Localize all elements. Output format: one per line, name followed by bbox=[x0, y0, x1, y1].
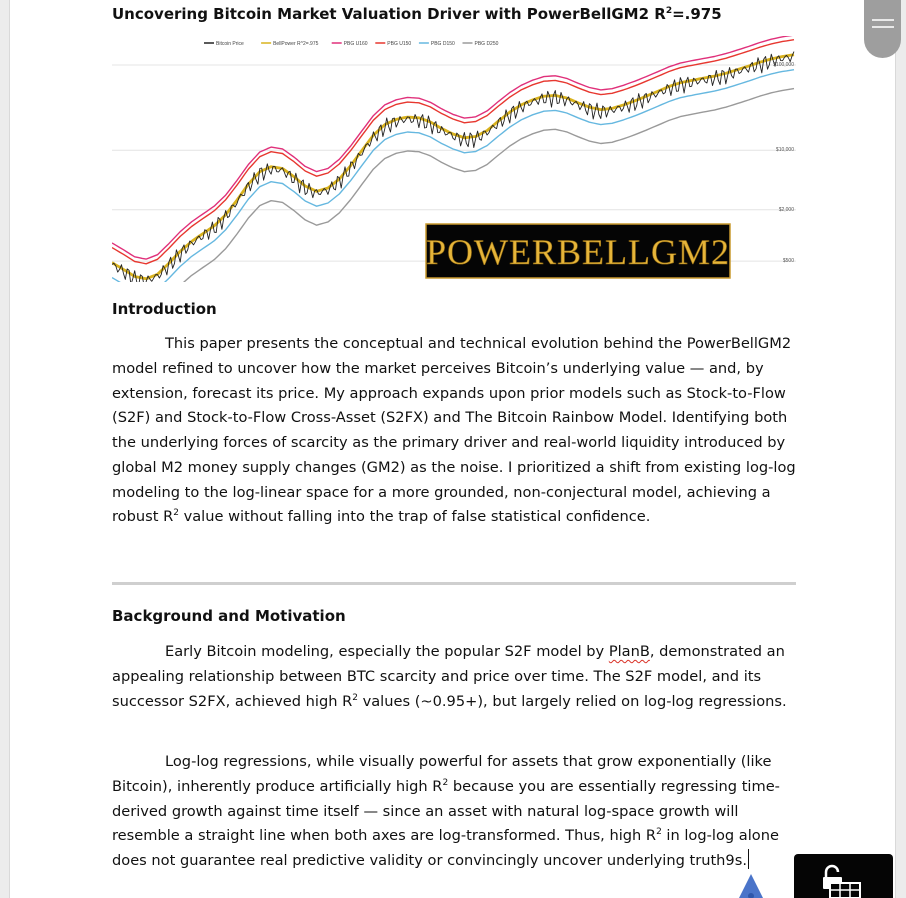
y-tick-label: $10,000 bbox=[775, 147, 794, 154]
intro-text-b: value without falling into the trap of false statistical confidence. bbox=[178, 508, 651, 526]
y-tick-label: $100,000 bbox=[773, 62, 794, 69]
title-superscript: 2 bbox=[665, 6, 673, 16]
keyboard-toggle-button[interactable] bbox=[794, 854, 893, 898]
keyboard-lock-icon bbox=[820, 864, 866, 898]
bg1-text-c: values (~0.95+), but largely relied on log-log regressions. bbox=[357, 692, 787, 710]
powerbellgm2-banner bbox=[426, 224, 730, 278]
document-page[interactable] bbox=[9, 0, 896, 898]
legend-label: PBG U160 bbox=[343, 41, 368, 47]
selection-handle-icon[interactable] bbox=[736, 872, 766, 898]
section-divider bbox=[112, 582, 796, 585]
legend-label: Bitcoin Price bbox=[216, 41, 244, 47]
introduction-heading: Introduction bbox=[112, 300, 217, 318]
y-tick-label: $2,000 bbox=[778, 206, 794, 213]
bg2-text-c: in log-log alone does not guarantee real predictive validity or convincingly uncover underlying truth9s. bbox=[112, 827, 779, 869]
intro-text-a: This paper presents the conceptual and technical evolution behind the PowerBellGM2 model refined to uncover how the market perceives Bitcoin’s underlying value — and, by extension, forecast its price. My approach expands upon prior models such as Stock-to-Flow (S2F) and Stock-to-Flow Cross-Asset (S2FX) and The Bitcoin Rainbow Model. Identifying both the underlying forces of scarcity as the primary driver and real-world liquidity introduced by global M2 money supply changes (GM2) as the noise. I prioritized a shift from existing log-log modeling to the log-linear space for a more grounded, non-conjectural model, achieving a robust R bbox=[112, 335, 796, 526]
y-tick-label: $500 bbox=[782, 258, 794, 265]
background-heading: Background and Motivation bbox=[112, 607, 346, 625]
hamburger-lines-icon bbox=[872, 19, 894, 21]
scroll-handle[interactable] bbox=[864, 0, 901, 58]
legend-label: PBG D250 bbox=[474, 41, 499, 47]
introduction-paragraph bbox=[112, 332, 796, 530]
bg1-superscript: 2 bbox=[352, 692, 358, 703]
title-end: =.975 bbox=[672, 5, 722, 23]
bg1-text-b: , demonstrated an appealing relationship between BTC scarcity and price over time. The S2F model, and its successor S2FX, achieved high R bbox=[112, 643, 785, 710]
bg2-superscript-2: 2 bbox=[656, 827, 662, 838]
legend-label: PBG U150 bbox=[387, 41, 412, 47]
document-title bbox=[112, 5, 802, 23]
title-main: Uncovering Bitcoin Market Valuation Driver with PowerBellGM2 R bbox=[112, 5, 666, 23]
legend-label: BellPower R^2=.975 bbox=[273, 41, 319, 47]
spellcheck-word-planb[interactable]: PlanB bbox=[608, 643, 650, 660]
bg2-text-a: Log-log regressions, while visually powerful for assets that grow exponentially (like Bitcoin), inherently produce artificially high R bbox=[112, 753, 772, 795]
bg1-text-a: Early Bitcoin modeling, especially the popular S2F model by bbox=[165, 643, 609, 660]
hamburger-line bbox=[872, 26, 894, 28]
bitcoin-valuation-chart bbox=[112, 36, 796, 282]
text-cursor bbox=[748, 849, 749, 869]
chart-legend bbox=[204, 41, 499, 47]
bg2-superscript-1: 2 bbox=[442, 777, 449, 788]
bg2-text-b: because you are essentially regressing time-derived growth against time itself — since an asset with natural log-space growth will resemble a straight line when both axes are log-transformed. Thus, high R bbox=[112, 777, 780, 845]
background-paragraph-2 bbox=[112, 750, 796, 874]
background-paragraph-1 bbox=[112, 640, 796, 714]
legend-label: PBG D150 bbox=[430, 41, 455, 47]
intro-superscript: 2 bbox=[173, 508, 179, 519]
banner-text: POWERBELLGM2 bbox=[426, 232, 730, 272]
